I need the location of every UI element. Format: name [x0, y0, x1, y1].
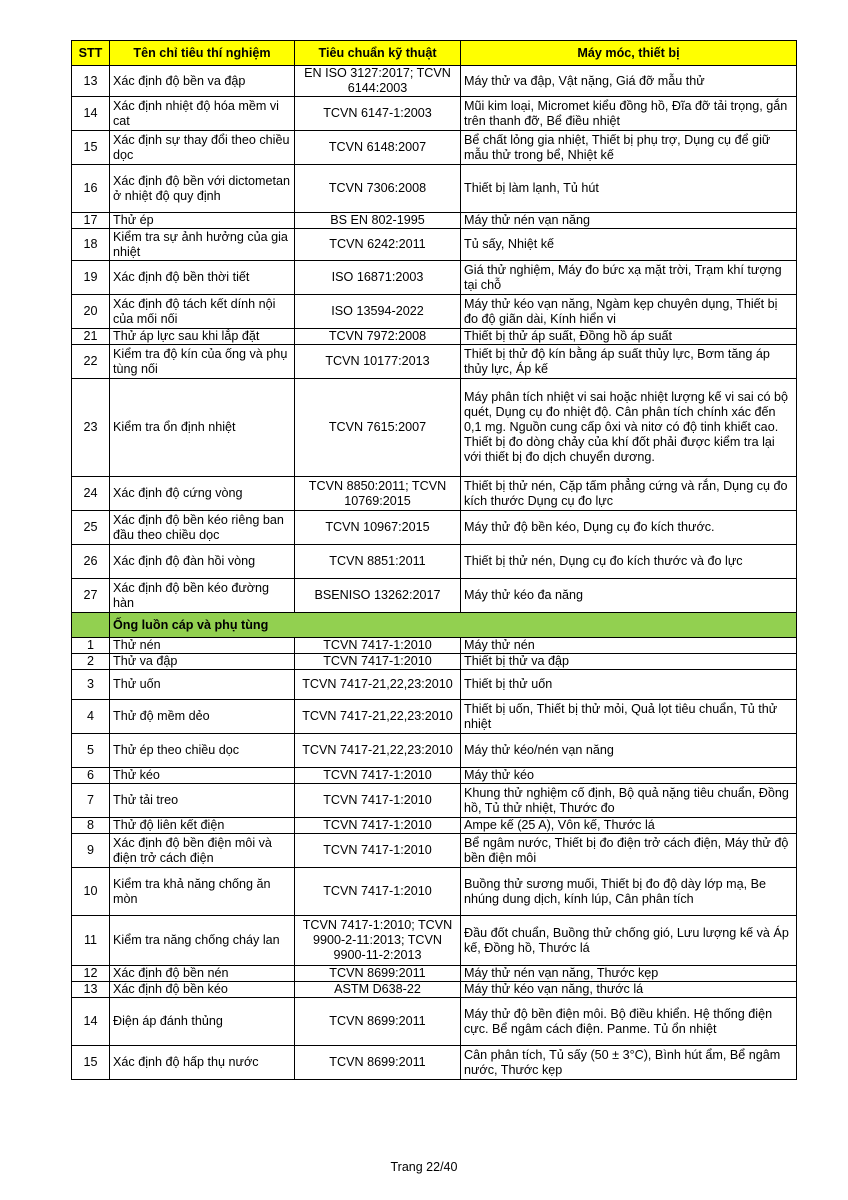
table-row — [72, 966, 797, 982]
table-row — [72, 579, 797, 613]
test-name: Kiểm tra sự ảnh hưởng của gia nhiệt — [110, 229, 295, 261]
table-row — [72, 165, 797, 213]
test-name: Thử áp lực sau khi lắp đặt — [110, 329, 295, 345]
row-number: 17 — [72, 213, 110, 229]
test-name: Thử ép — [110, 213, 295, 229]
table-row — [72, 768, 797, 784]
equipment-list: Máy thử kéo/nén vạn năng — [461, 734, 797, 768]
standard-code: TCVN 7417-21,22,23:2010 — [295, 700, 461, 734]
table-row — [72, 345, 797, 379]
standard-code: TCVN 8851:2011 — [295, 545, 461, 579]
row-number: 25 — [72, 511, 110, 545]
equipment-list: Thiết bị thử uốn — [461, 670, 797, 700]
equipment-list: Tủ sấy, Nhiệt kế — [461, 229, 797, 261]
test-name: Kiểm tra độ kín của ống và phụ tùng nối — [110, 345, 295, 379]
test-name: Điện áp đánh thủng — [110, 998, 295, 1046]
standard-code: TCVN 7417-1:2010 — [295, 654, 461, 670]
header-test-name: Tên chỉ tiêu thí nghiệm — [110, 41, 295, 66]
standard-code: TCVN 10177:2013 — [295, 345, 461, 379]
row-number: 3 — [72, 670, 110, 700]
table-row — [72, 916, 797, 966]
row-number: 8 — [72, 818, 110, 834]
table-row — [72, 818, 797, 834]
standard-code: TCVN 7417-1:2010; TCVN 9900-2-11:2013; TCVN 9900-11-2:2013 — [295, 916, 461, 966]
standard-code: TCVN 7306:2008 — [295, 165, 461, 213]
header-equipment: Máy móc, thiết bị — [461, 41, 797, 66]
table-row — [72, 700, 797, 734]
row-number: 22 — [72, 345, 110, 379]
equipment-list: Thiết bị thử nén, Dụng cụ đo kích thước và đo lực — [461, 545, 797, 579]
equipment-list: Máy thử nén vạn năng, Thước kẹp — [461, 966, 797, 982]
table-row — [72, 545, 797, 579]
equipment-list: Mũi kim loại, Micromet kiểu đồng hồ, Đĩa đỡ tải trọng, gắn trên thanh đỡ, Bể điều nhiệt — [461, 97, 797, 131]
equipment-list: Ampe kế (25 A), Vôn kế, Thước lá — [461, 818, 797, 834]
test-name: Thử ép theo chiều dọc — [110, 734, 295, 768]
table-row — [72, 97, 797, 131]
row-number: 14 — [72, 998, 110, 1046]
equipment-list: Máy phân tích nhiệt vi sai hoặc nhiệt lượng kế vi sai có bộ quét, Dụng cụ đo nhiệt độ. Cân phân tích chính xác đến 0,1 mg. Nguồn cung cấp ôxi và nitơ có độ tinh khiết cao. Thiết bị đo dòng chảy của khí đốt phải được kiểm tra lại với thiết bị đo dịch chuyển dương. — [461, 379, 797, 477]
equipment-list: Thiết bị làm lạnh, Tủ hút — [461, 165, 797, 213]
row-number: 4 — [72, 700, 110, 734]
equipment-list: Bể chất lỏng gia nhiệt, Thiết bị phụ trợ, Dụng cụ để giữ mẫu thử trong bể, Nhiệt kế — [461, 131, 797, 165]
equipment-list: Thiết bị thử độ kín bằng áp suất thủy lực, Bơm tăng áp thủy lực, Áp kế — [461, 345, 797, 379]
standard-code: ISO 13594-2022 — [295, 295, 461, 329]
equipment-list: Thiết bị thử áp suất, Đồng hồ áp suất — [461, 329, 797, 345]
row-number: 14 — [72, 97, 110, 131]
test-name: Thử độ mềm dẻo — [110, 700, 295, 734]
equipment-list: Máy thử nén vạn năng — [461, 213, 797, 229]
row-number: 7 — [72, 784, 110, 818]
standard-code: TCVN 6242:2011 — [295, 229, 461, 261]
table-row — [72, 638, 797, 654]
equipment-list: Máy thử kéo đa năng — [461, 579, 797, 613]
equipment-list: Thiết bị thử va đập — [461, 654, 797, 670]
row-number: 24 — [72, 477, 110, 511]
equipment-list: Máy thử va đập, Vật nặng, Giá đỡ mẫu thử — [461, 66, 797, 97]
row-number: 1 — [72, 638, 110, 654]
test-name: Xác định sự thay đổi theo chiều dọc — [110, 131, 295, 165]
page-number: Trang 22/40 — [390, 1160, 458, 1174]
row-number: 13 — [72, 982, 110, 998]
table-row — [72, 379, 797, 477]
standard-code: TCVN 8850:2011; TCVN 10769:2015 — [295, 477, 461, 511]
test-name: Xác định độ đàn hồi vòng — [110, 545, 295, 579]
row-number: 15 — [72, 1046, 110, 1080]
equipment-list: Máy thử kéo — [461, 768, 797, 784]
test-name: Xác định độ bền điện môi và điện trở cách điện — [110, 834, 295, 868]
equipment-list: Thiết bị uốn, Thiết bị thử mỏi, Quả lọt tiêu chuẩn, Tủ thử nhiệt — [461, 700, 797, 734]
table-row — [72, 654, 797, 670]
test-name: Xác định độ bền với dictometan ở nhiệt độ quy định — [110, 165, 295, 213]
test-name: Kiểm tra năng chống cháy lan — [110, 916, 295, 966]
table-row — [72, 213, 797, 229]
standard-code: TCVN 7417-1:2010 — [295, 834, 461, 868]
equipment-list: Máy thử kéo vạn năng, thước lá — [461, 982, 797, 998]
row-number: 18 — [72, 229, 110, 261]
test-name: Thử độ liên kết điện — [110, 818, 295, 834]
row-number: 11 — [72, 916, 110, 966]
row-number: 27 — [72, 579, 110, 613]
equipment-list: Bể ngâm nước, Thiết bị đo điện trở cách điện, Máy thử độ bền điện môi — [461, 834, 797, 868]
table-row — [72, 295, 797, 329]
standard-code: TCVN 7615:2007 — [295, 379, 461, 477]
row-number: 10 — [72, 868, 110, 916]
row-number: 19 — [72, 261, 110, 295]
test-name: Thử uốn — [110, 670, 295, 700]
equipment-list: Máy thử nén — [461, 638, 797, 654]
equipment-list: Thiết bị thử nén, Cặp tấm phẳng cứng và rắn, Dụng cụ đo kích thước Dụng cụ đo lực — [461, 477, 797, 511]
standard-code: TCVN 6148:2007 — [295, 131, 461, 165]
equipment-list: Buồng thử sương muối, Thiết bị đo độ dày lớp mạ, Be nhúng dung dịch, kính lúp, Cân phân tích — [461, 868, 797, 916]
test-name: Xác định độ hấp thụ nước — [110, 1046, 295, 1080]
test-name: Xác định độ tách kết dính nội của mối nối — [110, 295, 295, 329]
test-name: Thử nén — [110, 638, 295, 654]
test-name: Kiểm tra khả năng chống ăn mòn — [110, 868, 295, 916]
table-row — [72, 229, 797, 261]
standard-code: TCVN 7417-1:2010 — [295, 818, 461, 834]
equipment-list: Khung thử nghiệm cố định, Bộ quả nặng tiêu chuẩn, Đồng hồ, Tủ thử nhiệt, Thước đo — [461, 784, 797, 818]
standard-code: TCVN 6147-1:2003 — [295, 97, 461, 131]
section-spacer-cell — [72, 613, 110, 638]
test-name: Xác định độ bền nén — [110, 966, 295, 982]
section-header-row — [72, 613, 797, 638]
header-standard: Tiêu chuẩn kỹ thuật — [295, 41, 461, 66]
test-name: Xác định độ bền kéo riêng ban đầu theo chiều dọc — [110, 511, 295, 545]
equipment-list: Máy thử độ bền kéo, Dụng cụ đo kích thước. — [461, 511, 797, 545]
test-name: Xác định độ bền kéo — [110, 982, 295, 998]
row-number: 23 — [72, 379, 110, 477]
row-number: 26 — [72, 545, 110, 579]
row-number: 20 — [72, 295, 110, 329]
equipment-list: Đầu đốt chuẩn, Buồng thử chống gió, Lưu lượng kế và Áp kế, Đồng hồ, Thước lá — [461, 916, 797, 966]
row-number: 15 — [72, 131, 110, 165]
table-row — [72, 784, 797, 818]
table-row — [72, 329, 797, 345]
standard-code: TCVN 8699:2011 — [295, 998, 461, 1046]
test-name: Xác định độ cứng vòng — [110, 477, 295, 511]
standard-code: TCVN 7417-21,22,23:2010 — [295, 734, 461, 768]
table-row — [72, 131, 797, 165]
standard-code: ISO 16871:2003 — [295, 261, 461, 295]
standard-code: TCVN 8699:2011 — [295, 1046, 461, 1080]
standard-code: TCVN 8699:2011 — [295, 966, 461, 982]
table-row — [72, 261, 797, 295]
header-stt: STT — [72, 41, 110, 66]
table-row — [72, 477, 797, 511]
table-row — [72, 66, 797, 97]
row-number: 6 — [72, 768, 110, 784]
test-standards-table — [71, 40, 797, 1080]
row-number: 12 — [72, 966, 110, 982]
row-number: 9 — [72, 834, 110, 868]
equipment-list: Cân phân tích, Tủ sấy (50 ± 3°C), Bình hút ẩm, Bể ngâm nước, Thước kẹp — [461, 1046, 797, 1080]
equipment-list: Giá thử nghiệm, Máy đo bức xạ mặt trời, Trạm khí tượng tại chỗ — [461, 261, 797, 295]
standard-code: TCVN 7417-1:2010 — [295, 768, 461, 784]
table-row — [72, 868, 797, 916]
equipment-list: Máy thử kéo vạn năng, Ngàm kẹp chuyên dụng, Thiết bị đo độ giãn dài, Kính hiển vi — [461, 295, 797, 329]
table-row — [72, 511, 797, 545]
test-name: Xác định độ bền kéo đường hàn — [110, 579, 295, 613]
standard-code: BSENISO 13262:2017 — [295, 579, 461, 613]
standard-code: EN ISO 3127:2017; TCVN 6144:2003 — [295, 66, 461, 97]
test-name: Xác định độ bền va đập — [110, 66, 295, 97]
table-row — [72, 982, 797, 998]
standard-code: TCVN 7417-1:2010 — [295, 784, 461, 818]
standard-code: TCVN 7417-21,22,23:2010 — [295, 670, 461, 700]
standard-code: BS EN 802-1995 — [295, 213, 461, 229]
table-row — [72, 670, 797, 700]
row-number: 13 — [72, 66, 110, 97]
table-row — [72, 834, 797, 868]
section-title: Ống luồn cáp và phụ tùng — [110, 613, 797, 638]
standard-code: TCVN 7417-1:2010 — [295, 638, 461, 654]
row-number: 21 — [72, 329, 110, 345]
table-header-row — [72, 41, 797, 66]
standard-code: TCVN 7972:2008 — [295, 329, 461, 345]
table-row — [72, 998, 797, 1046]
row-number: 5 — [72, 734, 110, 768]
row-number: 16 — [72, 165, 110, 213]
equipment-list: Máy thử độ bền điện môi. Bộ điều khiển. Hệ thống điện cực. Bể ngâm cách điện. Panme. Tủ ổn nhiệt — [461, 998, 797, 1046]
test-name: Kiểm tra ổn định nhiệt — [110, 379, 295, 477]
row-number: 2 — [72, 654, 110, 670]
test-name: Thử kéo — [110, 768, 295, 784]
test-name: Xác định độ bền thời tiết — [110, 261, 295, 295]
test-name: Thử tải treo — [110, 784, 295, 818]
table-row — [72, 1046, 797, 1080]
standard-code: TCVN 7417-1:2010 — [295, 868, 461, 916]
test-name: Xác định nhiệt độ hóa mềm vi cat — [110, 97, 295, 131]
test-name: Thử va đập — [110, 654, 295, 670]
table-body — [72, 66, 797, 1080]
table-row — [72, 734, 797, 768]
standard-code: ASTM D638-22 — [295, 982, 461, 998]
standard-code: TCVN 10967:2015 — [295, 511, 461, 545]
